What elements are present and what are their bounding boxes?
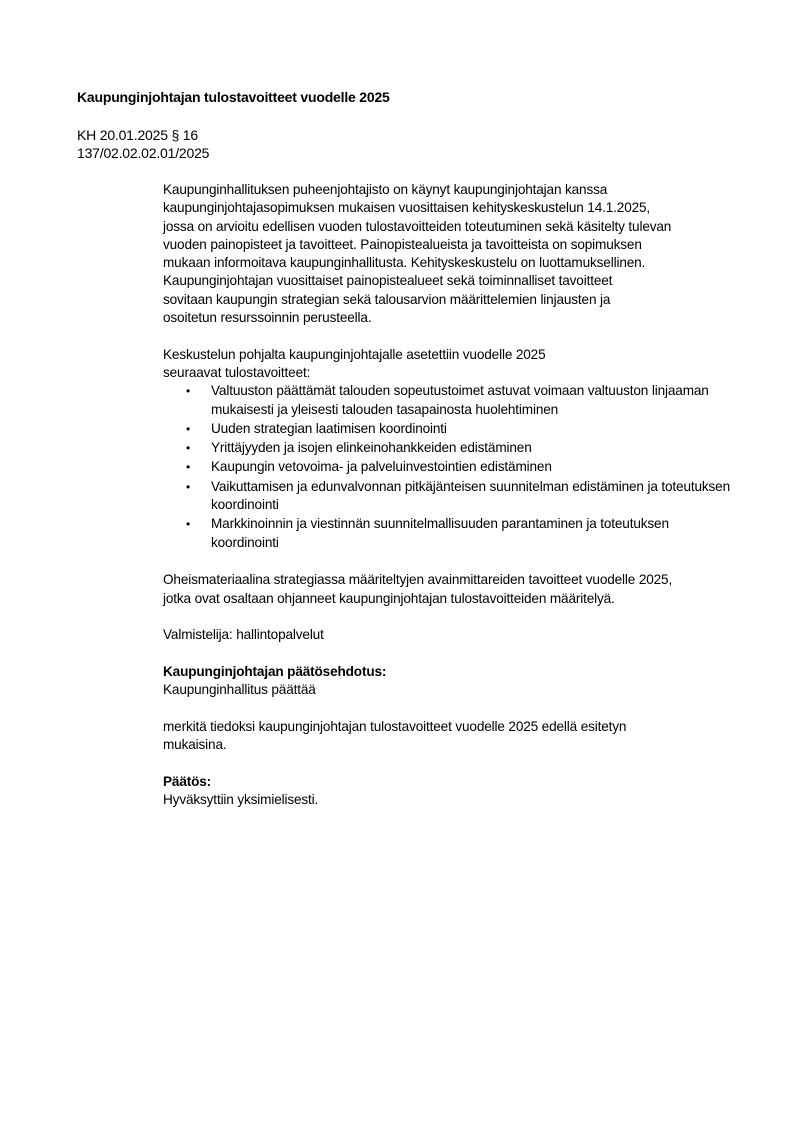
bullet-icon: •: [186, 460, 191, 475]
proposal-subject: Kaupunginhallitus päättää: [163, 682, 316, 698]
intro-paragraph: [163, 181, 763, 327]
attachment-paragraph: [163, 571, 763, 608]
goal-item: [163, 420, 731, 438]
goal-item: [163, 439, 731, 457]
intro-line: Kaupunginhallituksen puheenjohtajisto on käynyt kaupunginjohtajan kanssa: [163, 182, 608, 197]
bullet-icon: •: [186, 479, 191, 494]
goals-intro-line: seuraavat tulostavoitteet:: [163, 364, 311, 380]
bullet-icon: •: [186, 517, 191, 532]
goals-list: [163, 382, 763, 552]
goal-text: Yrittäjyyden ja isojen elinkeinohankkeiden edistäminen: [211, 440, 532, 456]
attachment-line: Oheismateriaalina strategiassa määriteltyjen avainmittareiden tavoitteet vuodelle 2025,: [163, 572, 673, 588]
document-meta: [77, 126, 209, 162]
goal-text: Markkinoinnin ja viestinnän suunnitelmallisuuden parantaminen ja toteutuksen koordinointi: [211, 516, 669, 550]
bullet-icon: •: [186, 421, 191, 436]
preparer: Valmistelija: hallintopalvelut: [163, 627, 324, 643]
intro-line: Kaupunginjohtajan vuosittaiset painopistealueet sekä toiminnalliset tavoitteet: [163, 273, 613, 289]
document-title: Kaupunginjohtajan tulostavoitteet vuodelle 2025: [77, 89, 390, 105]
goal-item: [163, 458, 731, 476]
bullet-icon: •: [186, 441, 191, 456]
goal-text: Valtuuston päättämät talouden sopeutustoimet astuvat voimaan valtuuston linjaaman mukaisesti ja yleisesti talouden tasapainosta huolehtiminen: [211, 383, 709, 417]
proposal-line: mukaisina.: [163, 736, 227, 752]
intro-line: sovitaan kaupungin strategian sekä talousarvion määrittelemien linjausten ja: [163, 291, 611, 307]
intro-line: vuoden painopisteet ja tavoitteet. Painopistealueista ja tavoitteista on sopimuksen: [163, 236, 642, 252]
goal-text: Vaikuttamisen ja edunvalvonnan pitkäjänteisen suunnitelman edistäminen ja toteutuksen koordinointi: [211, 478, 731, 513]
intro-line: jossa on arvioitu edellisen vuoden tulostavoitteiden toteutuminen sekä käsitelty tulevan: [163, 218, 672, 234]
meeting-reference: KH 20.01.2025 § 16: [77, 127, 198, 143]
goal-text: Kaupungin vetovoima- ja palveluinvestointien edistäminen: [211, 459, 552, 475]
intro-line: osoitetun resurssoinnin perusteella.: [163, 310, 372, 326]
goal-text: Uuden strategian laatimisen koordinointi: [211, 420, 447, 436]
intro-line: mukaan informoitava kaupunginhallitusta. Kehityskeskustelu on luottamuksellinen.: [163, 255, 646, 271]
goal-item: [163, 515, 731, 552]
decision-heading: Päätös:: [163, 773, 212, 789]
goal-item: [163, 478, 731, 515]
record-id: 137/02.02.02.01/2025: [77, 145, 210, 161]
proposal-text: [163, 718, 763, 755]
goal-item: [163, 382, 731, 419]
attachment-line: jotka ovat osaltaan ohjanneet kaupunginjohtajan tulostavoitteiden määritelyä.: [163, 590, 615, 606]
goals-intro: [163, 346, 763, 383]
decision-text: Hyväksyttiin yksimielisesti.: [163, 791, 319, 807]
proposal-heading: Kaupunginjohtajan päätösehdotus:: [163, 663, 387, 679]
intro-line: kaupunginjohtajasopimuksen mukaisen vuosittaisen kehityskeskustelun 14.1.2025,: [163, 200, 651, 216]
bullet-icon: •: [186, 384, 191, 399]
document-body: [163, 181, 763, 809]
goals-intro-line: Keskustelun pohjalta kaupunginjohtajalle asetettiin vuodelle 2025: [163, 346, 546, 362]
proposal-line: merkitä tiedoksi kaupunginjohtajan tulostavoitteet vuodelle 2025 edellä esitetyn: [163, 718, 627, 734]
